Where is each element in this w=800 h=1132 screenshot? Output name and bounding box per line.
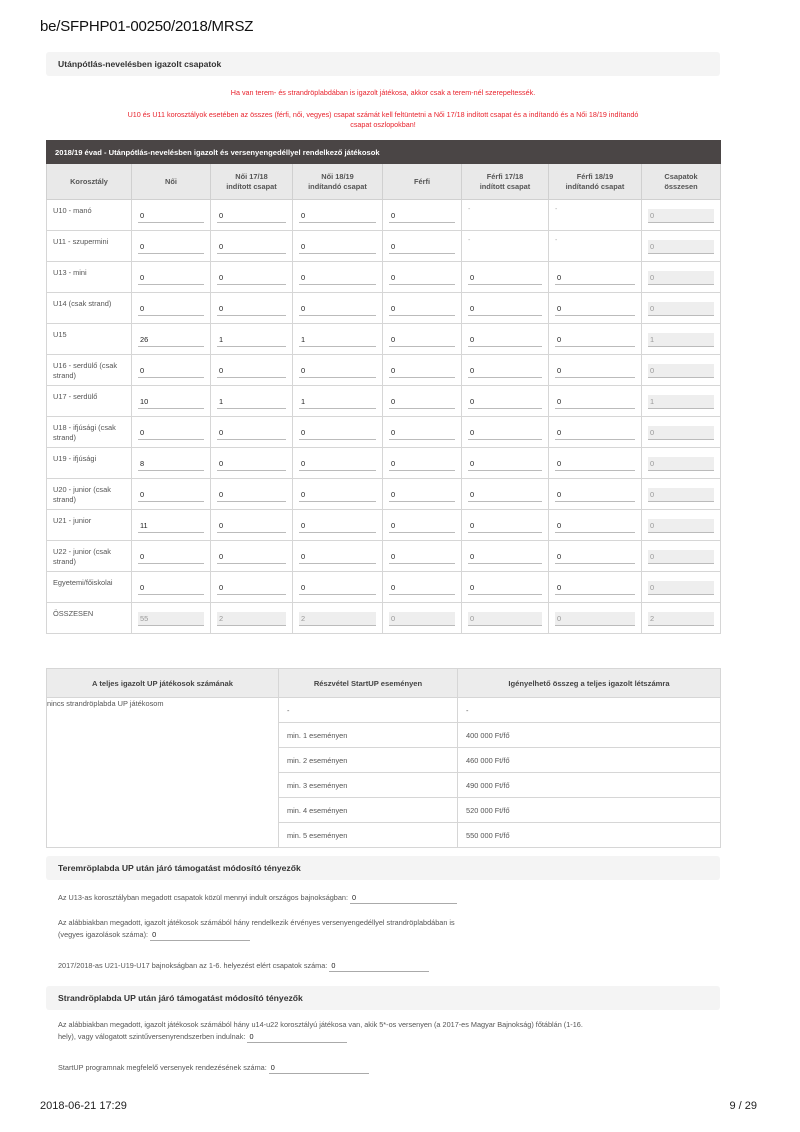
cell-noi-1819 bbox=[293, 541, 383, 572]
cell-total bbox=[642, 386, 721, 417]
cell-noi-1718 bbox=[211, 231, 293, 262]
count-input[interactable]: 0 bbox=[389, 581, 455, 595]
indoor-factor-u13-label: Az U13-as korosztályban megadott csapatok közül mennyi indult országos bajnokságban: bbox=[58, 893, 349, 902]
startup-header-participation: Részvétel StartUP eseményen bbox=[279, 669, 458, 698]
count-input[interactable]: 0 bbox=[299, 240, 376, 254]
count-input[interactable]: 0 bbox=[389, 364, 455, 378]
document-title: be/SFPHP01-00250/2018/MRSZ bbox=[40, 18, 254, 35]
team-table-header-line1: Női 18/19 bbox=[321, 171, 354, 181]
count-input[interactable]: 0 bbox=[468, 457, 542, 471]
readonly-sum-field: 2 bbox=[648, 612, 714, 626]
cell-ferfi-1819 bbox=[549, 355, 642, 386]
readonly-sum-field: 0 bbox=[648, 426, 714, 440]
readonly-sum-field: 55 bbox=[138, 612, 204, 626]
count-input[interactable]: 0 bbox=[389, 550, 455, 564]
readonly-sum-field: 2 bbox=[217, 612, 286, 626]
age-group-label: ÖSSZESEN bbox=[47, 603, 132, 634]
cell-noi bbox=[132, 386, 211, 417]
not-applicable-dash: - bbox=[468, 206, 471, 213]
count-input[interactable]: 0 bbox=[555, 519, 635, 533]
cell-total bbox=[642, 448, 721, 479]
team-table-header-line1: Férfi 17/18 bbox=[486, 171, 524, 181]
readonly-sum-field: 0 bbox=[648, 302, 714, 316]
startup-amount: - bbox=[458, 698, 721, 723]
cell-ferfi bbox=[383, 510, 462, 541]
team-table-row bbox=[47, 262, 721, 293]
startup-player-count-value: nincs strandröplabda UP játékosom bbox=[47, 698, 279, 848]
beach-factor-events-label: StartUP programnak megfelelő versenyek rendezésének száma: bbox=[58, 1063, 267, 1072]
cell-ferfi bbox=[383, 541, 462, 572]
cell-ferfi-1819 bbox=[549, 510, 642, 541]
count-input[interactable]: 0 bbox=[555, 550, 635, 564]
count-input[interactable]: 0 bbox=[299, 302, 376, 316]
team-table-title: 2018/19 évad - Utánpótlás-nevelésben igazolt és versenyengedéllyel rendelkező játékosok bbox=[47, 141, 721, 164]
cell-noi bbox=[132, 479, 211, 510]
age-group-label: U19 - ifjúsági bbox=[47, 448, 132, 479]
beach-factor-players-input[interactable]: 0 bbox=[247, 1031, 347, 1043]
age-group-label: U21 - junior bbox=[47, 510, 132, 541]
cell-total bbox=[642, 293, 721, 324]
cell-noi bbox=[132, 510, 211, 541]
cell-ferfi-1819 bbox=[549, 200, 642, 231]
startup-amount: 520 000 Ft/fő bbox=[458, 798, 721, 823]
cell-ferfi bbox=[383, 355, 462, 386]
count-input[interactable]: 8 bbox=[138, 457, 204, 471]
cell-noi-1718 bbox=[211, 510, 293, 541]
count-input[interactable]: 26 bbox=[138, 333, 204, 347]
notice-u10-u11-line1: U10 és U11 korosztályok esetében az összes (férfi, női, vegyes) csapat számát kell feltüntetni a Női 17/18 indított csapat és a indítandó és a Női 18/19 indítandó bbox=[127, 110, 639, 119]
cell-ferfi-1718 bbox=[462, 386, 549, 417]
cell-noi-1819 bbox=[293, 200, 383, 231]
footer-page-number: 9 / 29 bbox=[729, 1100, 757, 1112]
cell-noi bbox=[132, 293, 211, 324]
team-table-header-line1: Korosztály bbox=[70, 176, 108, 186]
cell-noi-1718 bbox=[211, 293, 293, 324]
team-table-header-line2: összesen bbox=[664, 181, 698, 191]
age-group-label: U18 - ifjúsági (csak strand) bbox=[47, 417, 132, 448]
count-input[interactable]: 0 bbox=[389, 457, 455, 471]
cell-noi-1819 bbox=[293, 386, 383, 417]
startup-table bbox=[46, 668, 721, 848]
cell-total bbox=[642, 572, 721, 603]
count-input[interactable]: 0 bbox=[217, 240, 286, 254]
count-input[interactable]: 1 bbox=[217, 395, 286, 409]
startup-amount: 460 000 Ft/fő bbox=[458, 748, 721, 773]
indoor-factor-placements bbox=[58, 960, 429, 972]
count-input[interactable]: 0 bbox=[138, 302, 204, 316]
cell-ferfi-1819 bbox=[549, 572, 642, 603]
cell-noi-1819 bbox=[293, 324, 383, 355]
team-table-header-6 bbox=[549, 164, 642, 200]
cell-ferfi-1718 bbox=[462, 572, 549, 603]
count-input[interactable]: 0 bbox=[138, 488, 204, 502]
count-input[interactable]: 0 bbox=[555, 488, 635, 502]
age-group-label: U22 - junior (csak strand) bbox=[47, 541, 132, 572]
cell-ferfi bbox=[383, 231, 462, 262]
team-table-header-row bbox=[47, 164, 721, 200]
age-group-label: U15 bbox=[47, 324, 132, 355]
count-input[interactable]: 0 bbox=[299, 209, 376, 223]
cell-ferfi-1718 bbox=[462, 200, 549, 231]
count-input[interactable]: 0 bbox=[468, 333, 542, 347]
indoor-factor-placements-label: 2017/2018-as U21-U19-U17 bajnokságban az 1-6. helyezést elért csapatok száma: bbox=[58, 961, 328, 970]
cell-noi bbox=[132, 231, 211, 262]
cell-ferfi-1819 bbox=[549, 479, 642, 510]
beach-factor-events bbox=[58, 1062, 369, 1074]
count-input[interactable]: 0 bbox=[138, 271, 204, 285]
cell-noi-1718 bbox=[211, 200, 293, 231]
cell-ferfi-1718 bbox=[462, 603, 549, 634]
cell-ferfi-1718 bbox=[462, 541, 549, 572]
cell-noi-1718 bbox=[211, 386, 293, 417]
team-table-row bbox=[47, 572, 721, 603]
footer-timestamp: 2018-06-21 17:29 bbox=[40, 1100, 127, 1112]
cell-ferfi bbox=[383, 479, 462, 510]
cell-noi bbox=[132, 200, 211, 231]
readonly-sum-field: 0 bbox=[648, 457, 714, 471]
indoor-factor-mixed-label-line2: (vegyes igazolások száma): bbox=[58, 930, 149, 939]
notice-u10-u11-line2: csapat oszlopokban! bbox=[350, 120, 416, 129]
cell-ferfi-1819 bbox=[549, 603, 642, 634]
cell-noi-1819 bbox=[293, 572, 383, 603]
readonly-sum-field: 0 bbox=[648, 519, 714, 533]
count-input[interactable]: 0 bbox=[555, 364, 635, 378]
cell-noi-1819 bbox=[293, 417, 383, 448]
count-input[interactable]: 0 bbox=[468, 488, 542, 502]
cell-noi-1819 bbox=[293, 448, 383, 479]
readonly-sum-field: 0 bbox=[555, 612, 635, 626]
beach-factor-players-label-line2: hely), vagy válogatott szintűversenyrendszerben indulnak: bbox=[58, 1032, 246, 1041]
cell-total bbox=[642, 262, 721, 293]
team-table-header-7 bbox=[642, 164, 721, 200]
team-table-header-5 bbox=[462, 164, 549, 200]
count-input[interactable]: 0 bbox=[468, 271, 542, 285]
cell-noi-1718 bbox=[211, 572, 293, 603]
cell-noi bbox=[132, 324, 211, 355]
cell-total bbox=[642, 231, 721, 262]
cell-ferfi bbox=[383, 324, 462, 355]
cell-ferfi-1718 bbox=[462, 293, 549, 324]
cell-noi-1819 bbox=[293, 355, 383, 386]
cell-ferfi-1718 bbox=[462, 231, 549, 262]
cell-ferfi-1819 bbox=[549, 231, 642, 262]
count-input[interactable]: 0 bbox=[555, 333, 635, 347]
readonly-sum-field: 1 bbox=[648, 395, 714, 409]
age-group-label: Egyetemi/főiskolai bbox=[47, 572, 132, 603]
team-table-row bbox=[47, 200, 721, 231]
team-table-header-line1: Női 17/18 bbox=[235, 171, 268, 181]
readonly-sum-field: 0 bbox=[468, 612, 542, 626]
cell-noi-1819 bbox=[293, 262, 383, 293]
readonly-sum-field: 0 bbox=[648, 581, 714, 595]
startup-amount: 490 000 Ft/fő bbox=[458, 773, 721, 798]
indoor-factor-mixed-label-line1: Az alábbiakban megadott, igazolt játékosok számából hány rendelkezik érvényes versenyengedéllyel strandröplabdában is bbox=[58, 918, 455, 927]
cell-total bbox=[642, 510, 721, 541]
cell-noi bbox=[132, 603, 211, 634]
cell-ferfi-1819 bbox=[549, 293, 642, 324]
indoor-factor-mixed-input[interactable]: 0 bbox=[150, 929, 250, 941]
age-group-label: U20 - junior (csak strand) bbox=[47, 479, 132, 510]
team-table-header-0 bbox=[47, 164, 132, 200]
cell-ferfi-1819 bbox=[549, 386, 642, 417]
count-input[interactable]: 0 bbox=[299, 519, 376, 533]
cell-noi bbox=[132, 448, 211, 479]
count-input[interactable]: 1 bbox=[299, 395, 376, 409]
cell-noi bbox=[132, 572, 211, 603]
team-table-header-line2: indított csapat bbox=[226, 181, 277, 191]
cell-ferfi-1718 bbox=[462, 479, 549, 510]
cell-ferfi bbox=[383, 262, 462, 293]
age-group-label: U14 (csak strand) bbox=[47, 293, 132, 324]
startup-participation: min. 1 eseményen bbox=[279, 723, 458, 748]
team-table-row bbox=[47, 324, 721, 355]
indoor-factor-u13-input[interactable]: 0 bbox=[350, 892, 457, 904]
cell-ferfi-1819 bbox=[549, 324, 642, 355]
readonly-sum-field: 0 bbox=[648, 271, 714, 285]
count-input[interactable]: 0 bbox=[217, 302, 286, 316]
cell-ferfi-1718 bbox=[462, 262, 549, 293]
cell-noi-1718 bbox=[211, 417, 293, 448]
age-group-label: U13 - mini bbox=[47, 262, 132, 293]
section-header-teams: Utánpótlás-nevelésben igazolt csapatok bbox=[46, 52, 720, 76]
team-table-header-line2: indított csapat bbox=[479, 181, 531, 191]
count-input[interactable]: 0 bbox=[299, 488, 376, 502]
cell-total bbox=[642, 541, 721, 572]
cell-noi bbox=[132, 417, 211, 448]
notice-indoor-beach: Ha van terem- és strandröplabdában is igazolt játékosa, akkor csak a terem-nél szerepeltessék. bbox=[230, 88, 536, 97]
startup-table-row bbox=[47, 698, 721, 723]
startup-participation: - bbox=[279, 698, 458, 723]
count-input[interactable]: 0 bbox=[555, 426, 635, 440]
count-input[interactable]: 0 bbox=[468, 395, 542, 409]
count-input[interactable]: 0 bbox=[217, 364, 286, 378]
readonly-sum-field: 0 bbox=[648, 488, 714, 502]
team-table-row bbox=[47, 541, 721, 572]
age-group-label: U11 - szupermini bbox=[47, 231, 132, 262]
readonly-sum-field: 0 bbox=[648, 240, 714, 254]
count-input[interactable]: 0 bbox=[217, 426, 286, 440]
cell-ferfi-1718 bbox=[462, 510, 549, 541]
age-group-label: U17 - serdülő bbox=[47, 386, 132, 417]
team-table-row bbox=[47, 231, 721, 262]
cell-ferfi-1819 bbox=[549, 541, 642, 572]
age-group-label: U10 - manó bbox=[47, 200, 132, 231]
startup-amount: 400 000 Ft/fő bbox=[458, 723, 721, 748]
notice-u10-u11 bbox=[46, 110, 720, 130]
cell-total bbox=[642, 355, 721, 386]
cell-ferfi bbox=[383, 448, 462, 479]
count-input[interactable]: 0 bbox=[217, 209, 286, 223]
count-input[interactable]: 0 bbox=[389, 240, 455, 254]
cell-noi-1718 bbox=[211, 324, 293, 355]
count-input[interactable]: 0 bbox=[468, 519, 542, 533]
cell-noi-1718 bbox=[211, 355, 293, 386]
count-input[interactable]: 0 bbox=[138, 581, 204, 595]
cell-ferfi-1718 bbox=[462, 417, 549, 448]
section-header-beach-factors: Strandröplabda UP után járó támogatást módosító tényezők bbox=[46, 986, 720, 1010]
startup-participation: min. 3 eseményen bbox=[279, 773, 458, 798]
count-input[interactable]: 0 bbox=[217, 519, 286, 533]
count-input[interactable]: 0 bbox=[138, 209, 204, 223]
count-input[interactable]: 0 bbox=[555, 271, 635, 285]
cell-ferfi-1819 bbox=[549, 262, 642, 293]
count-input[interactable]: 0 bbox=[389, 519, 455, 533]
count-input[interactable]: 0 bbox=[468, 426, 542, 440]
count-input[interactable]: 0 bbox=[138, 550, 204, 564]
count-input[interactable]: 11 bbox=[138, 519, 204, 533]
cell-noi-1718 bbox=[211, 541, 293, 572]
count-input[interactable]: 0 bbox=[299, 581, 376, 595]
startup-header-players: A teljes igazolt UP játékosok számának bbox=[47, 669, 279, 698]
count-input[interactable]: 0 bbox=[468, 364, 542, 378]
cell-ferfi-1819 bbox=[549, 417, 642, 448]
count-input[interactable]: 0 bbox=[138, 240, 204, 254]
cell-ferfi-1718 bbox=[462, 324, 549, 355]
readonly-sum-field: 1 bbox=[648, 333, 714, 347]
count-input[interactable]: 0 bbox=[299, 550, 376, 564]
section-header-indoor-factors: Teremröplabda UP után járó támogatást módosító tényezők bbox=[46, 856, 720, 880]
team-table bbox=[46, 140, 721, 634]
cell-total bbox=[642, 200, 721, 231]
team-table-header-2 bbox=[211, 164, 293, 200]
cell-ferfi bbox=[383, 386, 462, 417]
not-applicable-dash: - bbox=[555, 206, 558, 213]
team-table-row bbox=[47, 355, 721, 386]
count-input[interactable]: 0 bbox=[555, 457, 635, 471]
indoor-factor-u13 bbox=[58, 892, 457, 904]
startup-participation: min. 4 eseményen bbox=[279, 798, 458, 823]
team-table-header-4 bbox=[383, 164, 462, 200]
indoor-factor-mixed bbox=[58, 917, 455, 941]
cell-noi-1819 bbox=[293, 293, 383, 324]
team-table-row bbox=[47, 386, 721, 417]
count-input[interactable]: 0 bbox=[299, 271, 376, 285]
readonly-sum-field: 0 bbox=[389, 612, 455, 626]
cell-ferfi-1718 bbox=[462, 448, 549, 479]
cell-ferfi bbox=[383, 572, 462, 603]
count-input[interactable]: 0 bbox=[389, 302, 455, 316]
readonly-sum-field: 0 bbox=[648, 550, 714, 564]
count-input[interactable]: 10 bbox=[138, 395, 204, 409]
readonly-sum-field: 0 bbox=[648, 209, 714, 223]
not-applicable-dash: - bbox=[468, 237, 471, 244]
cell-noi bbox=[132, 355, 211, 386]
count-input[interactable]: 1 bbox=[217, 333, 286, 347]
count-input[interactable]: 0 bbox=[217, 550, 286, 564]
cell-noi-1819 bbox=[293, 603, 383, 634]
count-input[interactable]: 0 bbox=[555, 581, 635, 595]
count-input[interactable]: 0 bbox=[217, 581, 286, 595]
count-input[interactable]: 0 bbox=[468, 550, 542, 564]
cell-ferfi-1718 bbox=[462, 355, 549, 386]
startup-participation: min. 2 eseményen bbox=[279, 748, 458, 773]
startup-participation: min. 5 eseményen bbox=[279, 823, 458, 848]
cell-total bbox=[642, 479, 721, 510]
cell-noi-1718 bbox=[211, 448, 293, 479]
team-table-title-row bbox=[47, 141, 721, 164]
count-input[interactable]: 0 bbox=[299, 457, 376, 471]
count-input[interactable]: 0 bbox=[389, 271, 455, 285]
team-table-row bbox=[47, 479, 721, 510]
cell-noi bbox=[132, 541, 211, 572]
cell-ferfi bbox=[383, 200, 462, 231]
cell-noi-1718 bbox=[211, 262, 293, 293]
count-input[interactable]: 0 bbox=[389, 395, 455, 409]
count-input[interactable]: 0 bbox=[468, 302, 542, 316]
count-input[interactable]: 0 bbox=[217, 271, 286, 285]
team-table-header-line1: Férfi 18/19 bbox=[576, 171, 614, 181]
readonly-sum-field: 2 bbox=[299, 612, 376, 626]
cell-total bbox=[642, 324, 721, 355]
cell-noi-1718 bbox=[211, 479, 293, 510]
startup-table-header-row bbox=[47, 669, 721, 698]
count-input[interactable]: 0 bbox=[389, 333, 455, 347]
cell-ferfi-1819 bbox=[549, 448, 642, 479]
cell-ferfi bbox=[383, 603, 462, 634]
cell-noi-1819 bbox=[293, 510, 383, 541]
count-input[interactable]: 0 bbox=[389, 209, 455, 223]
cell-total bbox=[642, 603, 721, 634]
count-input[interactable]: 0 bbox=[389, 488, 455, 502]
count-input[interactable]: 1 bbox=[299, 333, 376, 347]
team-table-header-1 bbox=[132, 164, 211, 200]
beach-factor-events-input[interactable]: 0 bbox=[269, 1062, 369, 1074]
count-input[interactable]: 0 bbox=[138, 364, 204, 378]
count-input[interactable]: 0 bbox=[555, 302, 635, 316]
indoor-factor-placements-input[interactable]: 0 bbox=[329, 960, 429, 972]
age-group-label: U16 - serdülő (csak strand) bbox=[47, 355, 132, 386]
not-applicable-dash: - bbox=[555, 237, 558, 244]
cell-noi-1718 bbox=[211, 603, 293, 634]
cell-ferfi bbox=[383, 293, 462, 324]
team-table-header-line2: indítandó csapat bbox=[565, 181, 625, 191]
count-input[interactable]: 0 bbox=[468, 581, 542, 595]
count-input[interactable]: 0 bbox=[555, 395, 635, 409]
team-table-header-line2: indítandó csapat bbox=[308, 181, 367, 191]
count-input[interactable]: 0 bbox=[217, 457, 286, 471]
startup-amount: 550 000 Ft/fő bbox=[458, 823, 721, 848]
cell-noi-1819 bbox=[293, 231, 383, 262]
readonly-sum-field: 0 bbox=[648, 364, 714, 378]
team-table-row bbox=[47, 510, 721, 541]
count-input[interactable]: 0 bbox=[299, 426, 376, 440]
cell-total bbox=[642, 417, 721, 448]
team-table-row bbox=[47, 417, 721, 448]
count-input[interactable]: 0 bbox=[138, 426, 204, 440]
beach-factor-players bbox=[58, 1019, 583, 1043]
team-table-header-line1: Férfi bbox=[413, 176, 430, 186]
count-input[interactable]: 0 bbox=[389, 426, 455, 440]
team-table-row bbox=[47, 448, 721, 479]
count-input[interactable]: 0 bbox=[217, 488, 286, 502]
beach-factor-players-label-line1: Az alábbiakban megadott, igazolt játékosok számából hány u14-u22 korosztályú játékosa van, akik 5*-os versenyen (a 2017-es Magyar Bajnokság) főtáblán (1-16. bbox=[58, 1020, 583, 1029]
cell-noi bbox=[132, 262, 211, 293]
startup-header-amount: Igényelhető összeg a teljes igazolt létszámra bbox=[458, 669, 721, 698]
cell-noi-1819 bbox=[293, 479, 383, 510]
cell-ferfi bbox=[383, 417, 462, 448]
team-table-header-3 bbox=[293, 164, 383, 200]
team-table-header-line1: Csapatok bbox=[664, 171, 698, 181]
team-table-header-line1: Női bbox=[165, 176, 177, 186]
team-table-row bbox=[47, 293, 721, 324]
team-table-total-row bbox=[47, 603, 721, 634]
count-input[interactable]: 0 bbox=[299, 364, 376, 378]
